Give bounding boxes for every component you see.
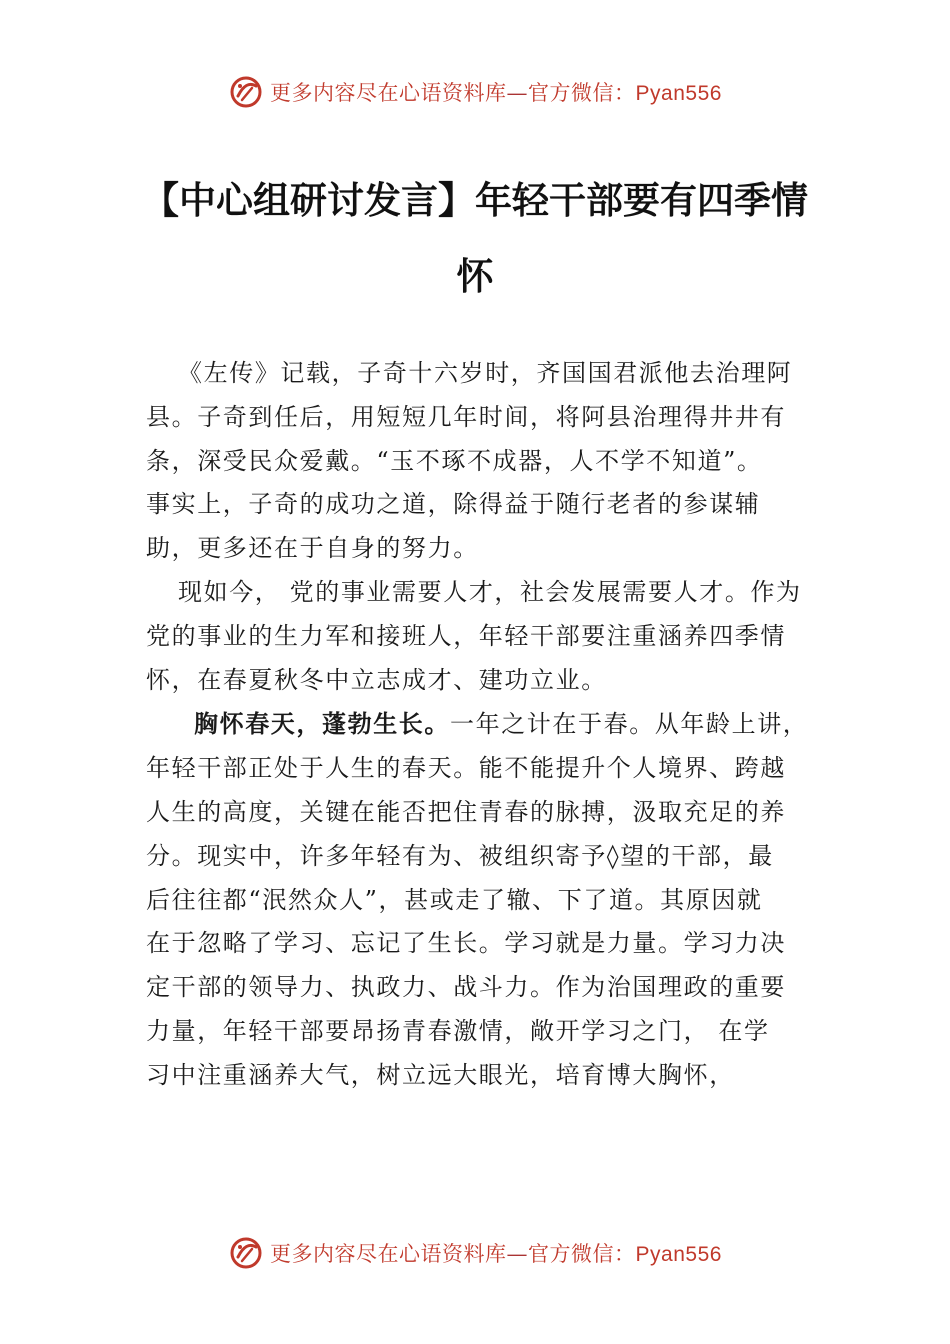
text-line: 定干部的领导力、执政力、战斗力。作为治国理政的重要 xyxy=(146,973,786,1002)
banner-wechat-label: 官方微信： xyxy=(528,1242,636,1266)
paragraph-2 xyxy=(146,571,806,702)
banner-separator: — xyxy=(506,81,529,105)
header-watermark-banner xyxy=(0,72,950,112)
banner-wechat-id: Pyan556 xyxy=(635,82,722,105)
banner-separator: — xyxy=(506,1242,529,1266)
paragraph-3 xyxy=(146,702,809,1097)
text-line xyxy=(146,702,809,747)
text-line: 事实上，子奇的成功之道，除得益于随行老者的参谋辅 xyxy=(146,490,761,519)
document-body xyxy=(146,352,809,1098)
text-line: 县。子奇到任后，用短短几年时间，将阿县治理得井井有 xyxy=(146,402,786,431)
text-line: 习中注重涵养大气，树立远大眼光，培育博大胸怀， xyxy=(146,1060,735,1089)
text-line: 怀，在春夏秋冬中立志成才、建功立业。 xyxy=(146,665,607,694)
text-run: 一年之计在于春。从年龄上讲， xyxy=(450,710,809,739)
text-line: 条，深受民众爱戴。“玉不琢不成器，人不学不知道”。 xyxy=(146,446,763,475)
paragraph-heading-bold: 胸怀春天，蓬勃生长。 xyxy=(194,709,450,739)
text-line: 在于忽略了学习、忘记了生长。学习就是力量。学习力决 xyxy=(146,929,786,958)
text-line: 后往往都“泯然众人”，甚或走了辙、下了道。其原因就 xyxy=(146,885,763,914)
text-line: 现如今， 党的事业需要人才，社会发展需要人才。作为 xyxy=(178,577,802,606)
document-title-line-1: 【中心组研讨发言】年轻干部要有四季情 xyxy=(142,179,808,222)
banner-text xyxy=(270,77,722,107)
banner-text xyxy=(270,1238,722,1268)
brand-logo-icon xyxy=(228,1235,264,1271)
brand-logo-icon xyxy=(228,74,264,110)
text-line: 人生的高度，关键在能否把住青春的脉搏，汲取充足的养 xyxy=(146,797,786,826)
footer-watermark-banner xyxy=(0,1233,950,1273)
text-line: 党的事业的生力军和接班人，年轻干部要注重涵养四季情 xyxy=(146,621,786,650)
banner-site-name: 更多内容尽在心语资料库 xyxy=(270,1242,507,1266)
text-line: 力量，年轻干部要昂扬青春激情，敞开学习之门， 在学 xyxy=(146,1016,770,1045)
banner-site-name: 更多内容尽在心语资料库 xyxy=(270,81,507,105)
text-line: 年轻干部正处于人生的春天。能不能提升个人境界、跨越 xyxy=(146,754,786,783)
text-line: 分。现实中，许多年轻有为、被组织寄予◊望的干部，最 xyxy=(146,841,774,870)
text-line: 助，更多还在于自身的努力。 xyxy=(146,534,479,563)
text-line: 《左传》记载，子奇十六岁时，齐国国君派他去治理阿 xyxy=(178,359,793,387)
banner-wechat-label: 官方微信： xyxy=(528,81,636,105)
document-title-line-2: 怀 xyxy=(456,255,494,298)
banner-wechat-id: Pyan556 xyxy=(635,1243,722,1266)
paragraph-1 xyxy=(146,352,806,571)
